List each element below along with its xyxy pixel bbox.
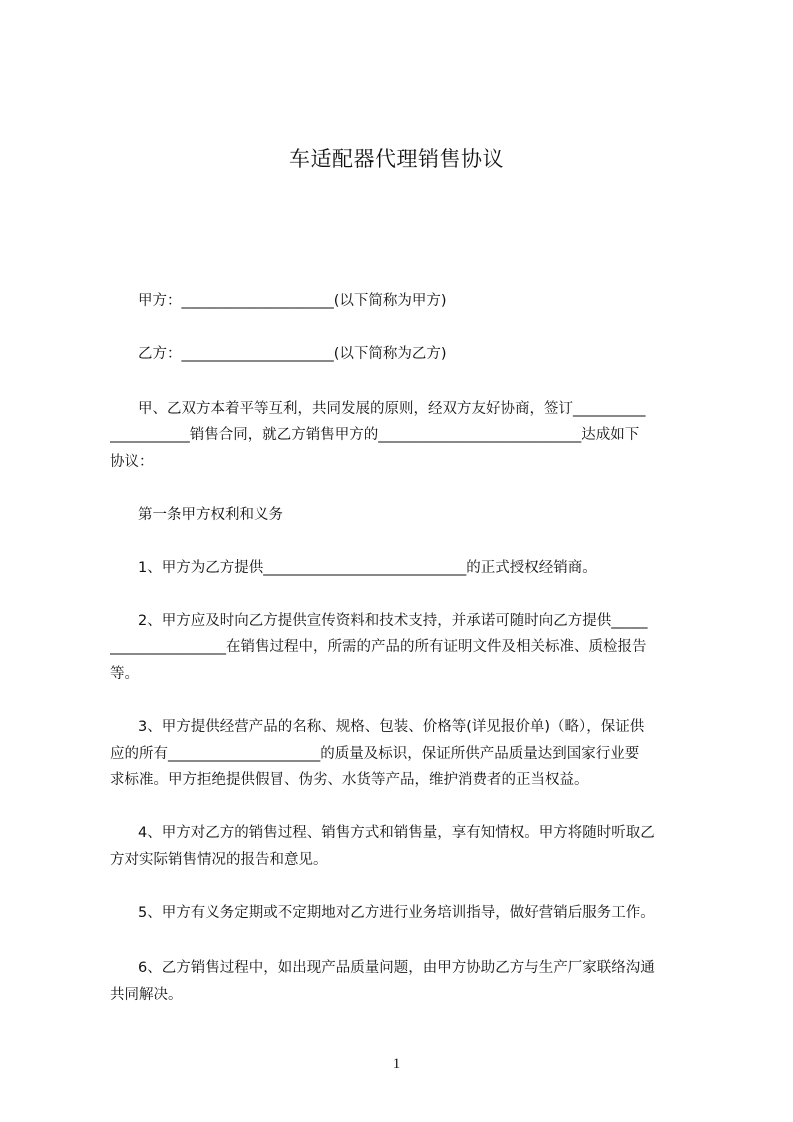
- clause-4-line-1: 4、甲方对乙方的销售过程、销售方式和销售量，享有知情权。甲方将随时听取乙: [138, 825, 655, 841]
- party-a-line: 甲方：_____________________(以下简称为甲方): [138, 293, 447, 309]
- clause-4-line-2: 方对实际销售情况的报告和意见。: [110, 852, 328, 868]
- page-number: 1: [392, 1056, 401, 1072]
- clause-3-line-1: 3、甲方提供经营产品的名称、规格、包装、价格等(详见报价单)（略），保证供: [138, 719, 645, 735]
- clause-2-line-2: ________________在销售过程中，所需的产品的所有证明文件及相关标准、质检报告: [110, 639, 647, 655]
- document-title: 车适配器代理销售协议: [289, 147, 504, 171]
- preamble-line-2: ___________销售合同，就乙方销售甲方的____________________________达成如下: [110, 427, 640, 443]
- preamble-line-1: 甲、乙双方本着平等互利，共同发展的原则，经双方友好协商，签订__________: [138, 401, 646, 417]
- clause-6-line-2: 共同解决。: [110, 987, 183, 1003]
- party-b-line: 乙方：_____________________(以下简称为乙方): [138, 346, 447, 362]
- clause-3-line-3: 求标准。甲方拒绝提供假冒、伪劣、水货等产品，维护消费者的正当权益。: [110, 772, 589, 788]
- clause-3-line-2: 应的所有_____________________的质量及标识，保证所供产品质量达到国家行业要: [110, 746, 640, 762]
- clause-5-line: 5、甲方有义务定期或不定期地对乙方进行业务培训指导，做好营销后服务工作。: [138, 905, 655, 921]
- clause-2-line-1: 2、甲方应及时向乙方提供宣传资料和技术支持，并承诺可随时向乙方提供_____: [138, 613, 648, 629]
- clause-1-line: 1、甲方为乙方提供____________________________的正式授权经销商。: [138, 560, 597, 576]
- clause-6-line-1: 6、乙方销售过程中，如出现产品质量问题，由甲方协助乙方与生产厂家联络沟通: [138, 960, 655, 976]
- preamble-line-3: 协议：: [110, 454, 154, 470]
- clause-2-line-3: 等。: [110, 666, 139, 682]
- article-1-heading: 第一条甲方权利和义务: [138, 507, 283, 523]
